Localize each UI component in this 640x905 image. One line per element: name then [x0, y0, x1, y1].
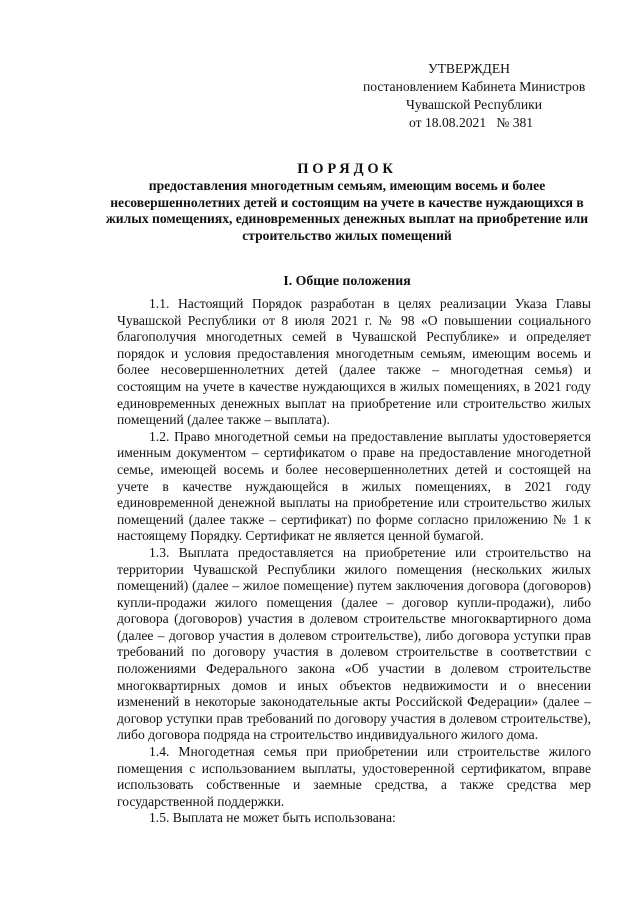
- document-title: ПОРЯДОК: [297, 161, 397, 177]
- approval-block: [363, 60, 613, 132]
- paragraph-1-4: 1.4. Многодетная семья при приобретении или строительстве жилого помещения с использованием выплаты, удостоверенной сертификатом, вправе использовать собственные и заемные средства, а также средства мер государственной поддержки.: [117, 744, 591, 809]
- document-subtitle: предоставления многодетным семьям, имеющим восемь и более несовершеннолетних детей и состоящим на учете в качестве нуждающихся в жилых помещениях, единовременных денежных выплат на приобретение или строительство жилых помещений: [105, 178, 589, 243]
- approval-stamp: УТВЕРЖДЕН: [428, 61, 510, 76]
- approval-line-2: Чувашской Республики: [406, 97, 542, 112]
- paragraph-1-5: 1.5. Выплата не может быть использована:: [149, 810, 396, 826]
- document-title-block: [100, 160, 594, 244]
- approval-date-number: от 18.08.2021 № 381: [409, 115, 534, 130]
- paragraph-1-2: 1.2. Право многодетной семьи на предоставление выплаты удостоверяется именным документом – сертификатом о праве на предоставление многодетной семье, имеющей восемь и более несовершеннолетних детей и состоящей на учете в качестве нуждающейся в жилых помещениях, в 2021 году единовременной денежной выплаты на приобретение или строительство жилых помещений (далее также – сертификат) по форме согласно приложению № 1 к настоящему Порядку. Сертификат не является ценной бумагой.: [117, 428, 591, 544]
- approval-line-1: постановлением Кабинета Министров: [363, 79, 586, 94]
- document-body: [117, 296, 591, 827]
- section-heading: I. Общие положения: [283, 273, 411, 288]
- paragraph-1-1: 1.1. Настоящий Порядок разработан в целях реализации Указа Главы Чувашской Республики от 8 июля 2021 г. № 98 «О повышении социального благополучия многодетных семей в Чувашской Республике» и определяет порядок и условия предоставления многодетным семьям, имеющим восемь и более несовершеннолетних детей (далее также – многодетная семья) и состоящим на учете в качестве нуждающихся в жилых помещениях, в 2021 году единовременных денежных выплат на приобретение или строительство жилых помещений (далее также – выплата).: [117, 296, 591, 428]
- paragraph-1-3: 1.3. Выплата предоставляется на приобретение или строительство на территории Чувашской Республики жилого помещения (нескольких жилых помещений) (далее – жилое помещение) путем заключения договора (договоров) купли-продажи жилого помещения (далее – договор купли-продажи), либо договора (договоров) участия в долевом строительстве многоквартирного дома (далее – договор участия в долевом строительстве), либо договора уступки прав требований по договору участия в долевом строительстве в соответствии с положениями Федерального закона «Об участии в долевом строительстве многоквартирных домов и иных объектов недвижимости и о внесении изменений в некоторые законодательные акты Российской Федерации» (далее – договор уступки прав требований по договору участия в долевом строительстве), либо договора подряда на строительство индивидуального жилого дома.: [117, 544, 591, 743]
